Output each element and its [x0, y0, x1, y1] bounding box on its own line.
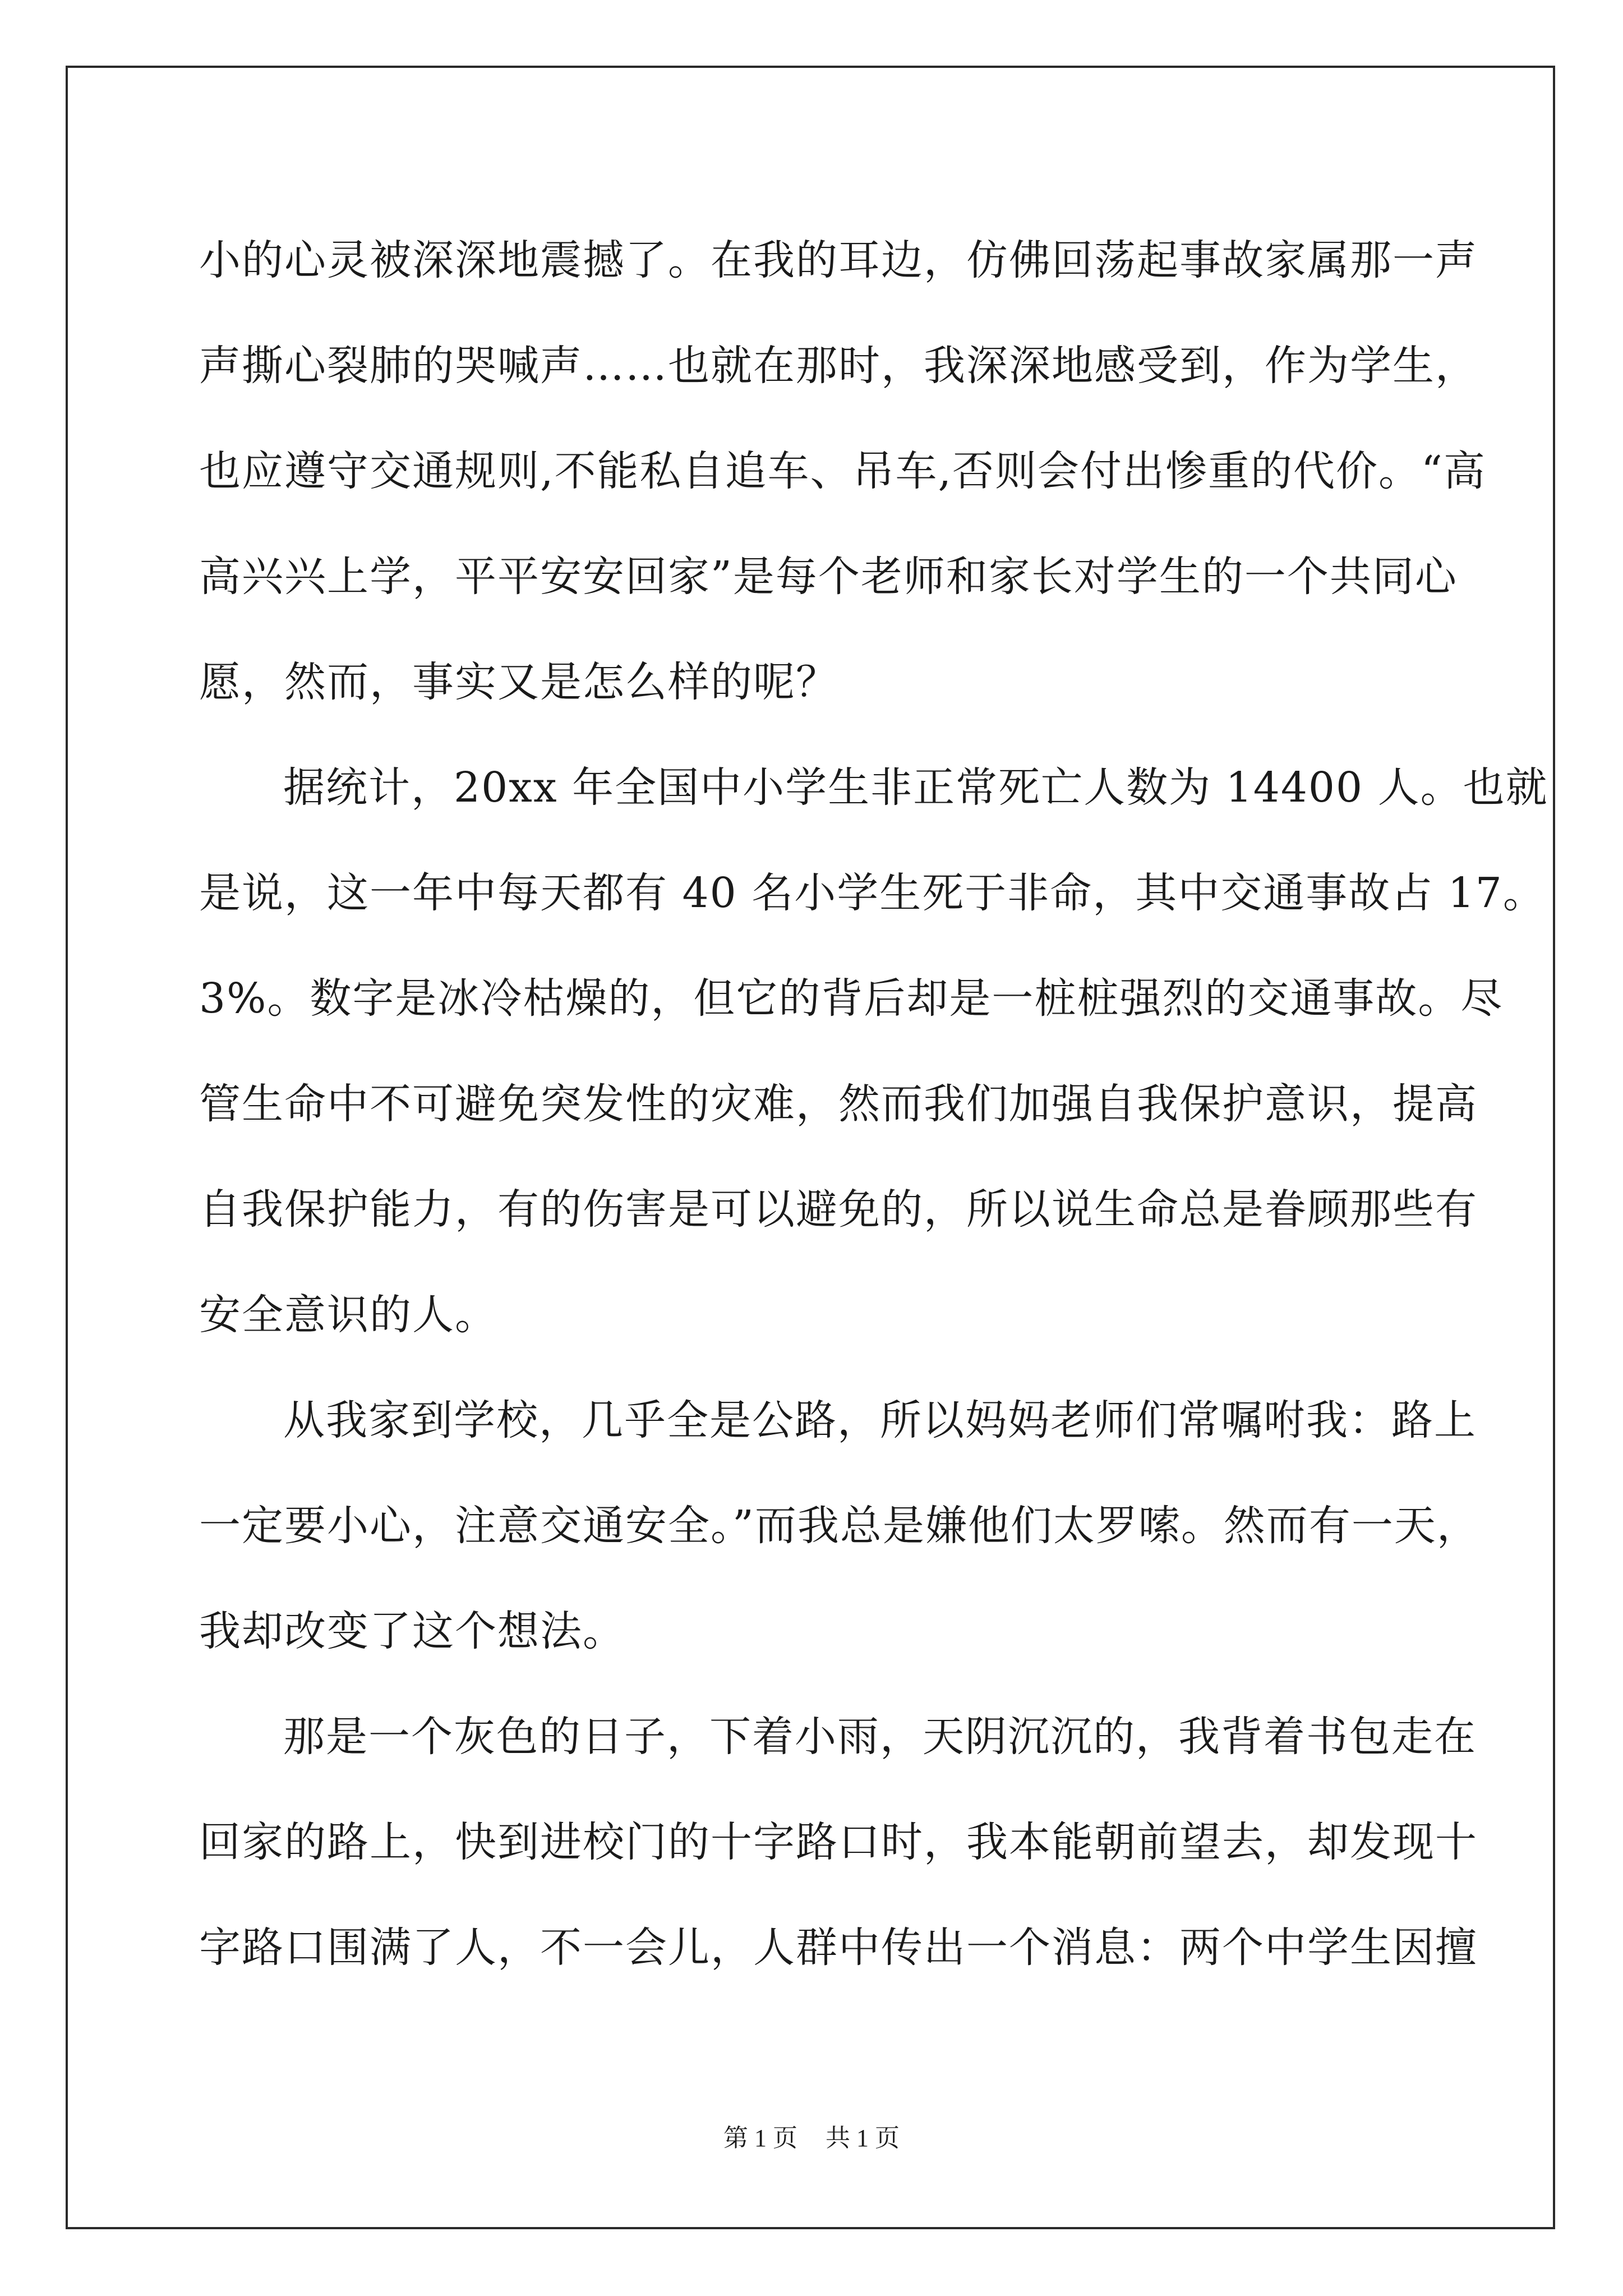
page-footer	[0, 2122, 1623, 2155]
text-line-8: 3%。数字是冰冷枯燥的，但它的背后却是一桩桩强烈的交通事故。尽	[199, 974, 1504, 1023]
text-line-15: 那是一个灰色的日子，下着小雨，天阴沉沉的，我背着书包走在	[283, 1713, 1477, 1761]
text-line-7: 是说，这一年中每天都有 40 名小学生死于非命，其中交通事故占 17。	[199, 869, 1546, 917]
text-line-1: 小的心灵被深深地震撼了。在我的耳边，仿佛回荡起事故家属那一声	[199, 236, 1478, 284]
page-number: 第 1 页	[723, 2124, 797, 2152]
text-line-4: 高兴兴上学，平平安安回家”是每个老师和家长对学生的一个共同心	[199, 553, 1458, 601]
text-line-9: 管生命中不可避免突发性的灾难，然而我们加强自我保护意识，提高	[199, 1080, 1478, 1128]
text-line-2: 声撕心裂肺的哭喊声……也就在那时，我深深地感受到，作为学生，	[199, 342, 1478, 390]
text-line-12: 从我家到学校，几乎全是公路，所以妈妈老师们常嘱咐我：路上	[283, 1396, 1477, 1444]
text-line-11: 安全意识的人。	[199, 1291, 497, 1339]
text-line-13: 一定要小心，注意交通安全。”而我总是嫌他们太罗嗦。然而有一天，	[199, 1502, 1479, 1550]
text-line-16: 回家的路上，快到进校门的十字路口时，我本能朝前望去，却发现十	[199, 1818, 1478, 1866]
text-line-3: 也应遵守交通规则,不能私自追车、吊车,否则会付出惨重的代价。“高	[199, 447, 1486, 495]
document-body	[199, 208, 1548, 2000]
text-line-10: 自我保护能力，有的伤害是可以避免的，所以说生命总是眷顾那些有	[199, 1185, 1478, 1234]
total-pages: 共 1 页	[826, 2124, 900, 2152]
text-line-5: 愿，然而，事实又是怎么样的呢？	[199, 658, 838, 706]
text-line-17: 字路口围满了人，不一会儿，人群中传出一个消息：两个中学生因擅	[199, 1924, 1478, 1972]
text-line-6: 据统计，20xx 年全国中小学生非正常死亡人数为 14400 人。也就	[283, 763, 1548, 812]
text-line-14: 我却改变了这个想法。	[199, 1607, 625, 1655]
